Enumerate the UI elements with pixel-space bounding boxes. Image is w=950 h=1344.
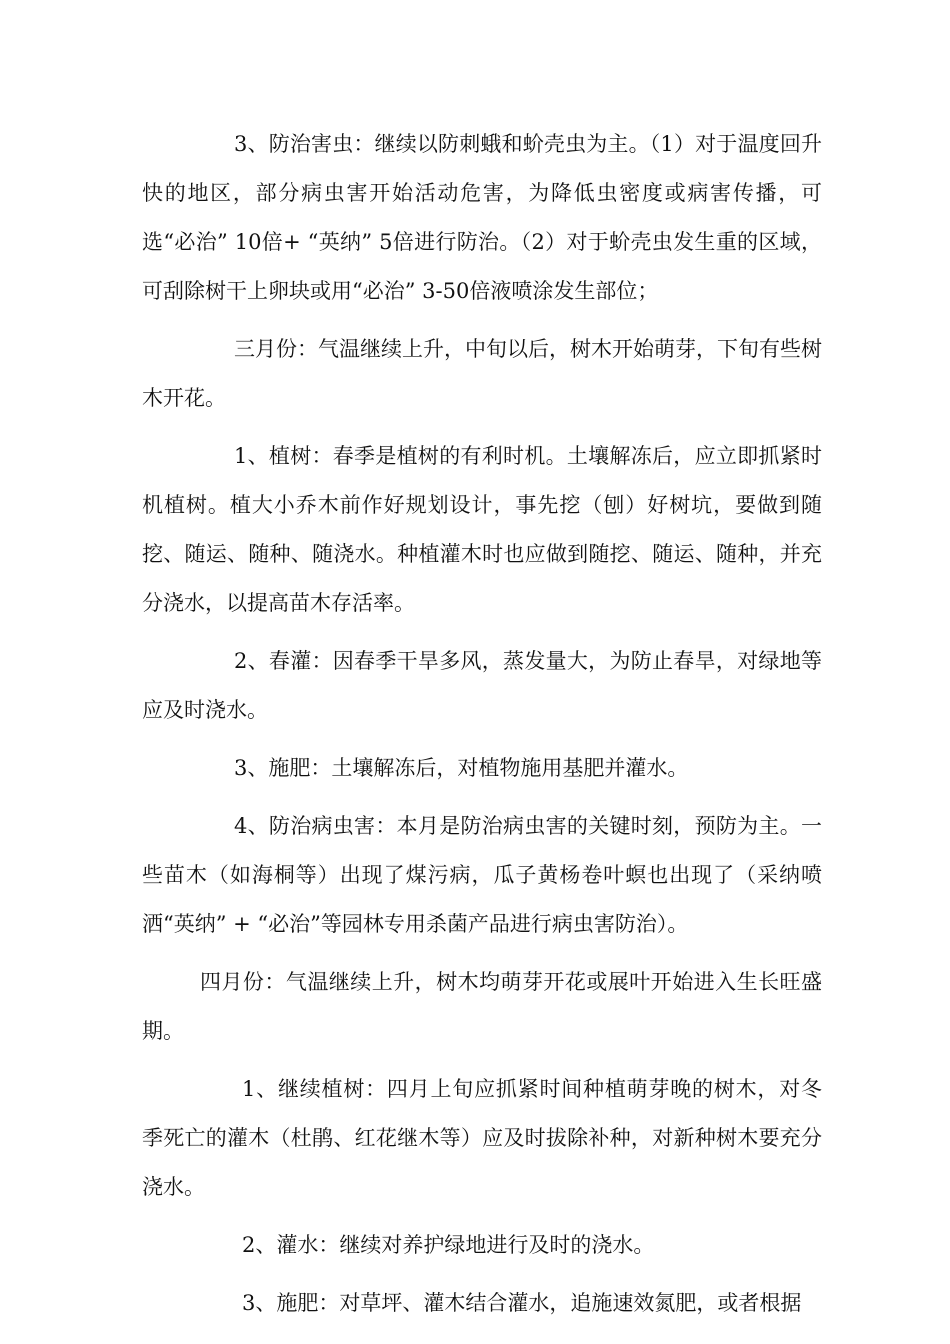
paragraph-march-pest-control: 4、防治病虫害：本月是防治病虫害的关键时刻，预防为主。一些苗木（如海桐等）出现了煤污病，瓜子黄杨卷叶螟也出现了（采纳喷洒“英纳” + “必治”等园林专用杀菌产品进行病虫害防治）。: [142, 814, 822, 936]
paragraph-april-irrigation: 2、灌水：继续对养护绿地进行及时的浇水。: [242, 1233, 655, 1257]
document-body: [142, 120, 822, 1337]
paragraph-april-fertilizing: 3、施肥：对草坪、灌木结合灌水，追施速效氮肥，或者根据: [242, 1291, 802, 1315]
paragraph-april-heading: 四月份：气温继续上升，树木均萌芽开花或展叶开始进入生长旺盛期。: [142, 970, 822, 1043]
paragraph-march-spring-irrigation: 2、春灌：因春季干旱多风，蒸发量大，为防止春旱，对绿地等应及时浇水。: [142, 649, 822, 722]
paragraph-march-planting: 1、植树：春季是植树的有利时机。土壤解冻后，应立即抓紧时机植树。植大小乔木前作好规划设计，事先挖（刨）好树坑，要做到随挖、随运、随种、随浇水。种植灌木时也应做到随挖、随运、随种，并充分浇水，以提高苗木存活率。: [142, 444, 822, 615]
paragraph-april-planting: 1、继续植树：四月上旬应抓紧时间种植萌芽晚的树木，对冬季死亡的灌木（杜鹃、红花继木等）应及时拔除补种，对新种树木要充分浇水。: [142, 1077, 822, 1199]
paragraph-march-heading: 三月份：气温继续上升，中旬以后，树木开始萌芽，下旬有些树木开花。: [142, 337, 822, 410]
paragraph-march-fertilizing: 3、施肥：土壤解冻后，对植物施用基肥并灌水。: [234, 756, 689, 780]
paragraph-pest-control: 3、防治害虫：继续以防刺蛾和蚧壳虫为主。（1）对于温度回升快的地区，部分病虫害开始活动危害，为降低虫密度或病害传播，可选“必治” 10倍+ “英纳” 5倍进行防治。（2）对于蚧壳虫发生重的区域，可刮除树干上卵块或用“必治” 3-50倍液喷涂发生部位；: [142, 132, 822, 303]
